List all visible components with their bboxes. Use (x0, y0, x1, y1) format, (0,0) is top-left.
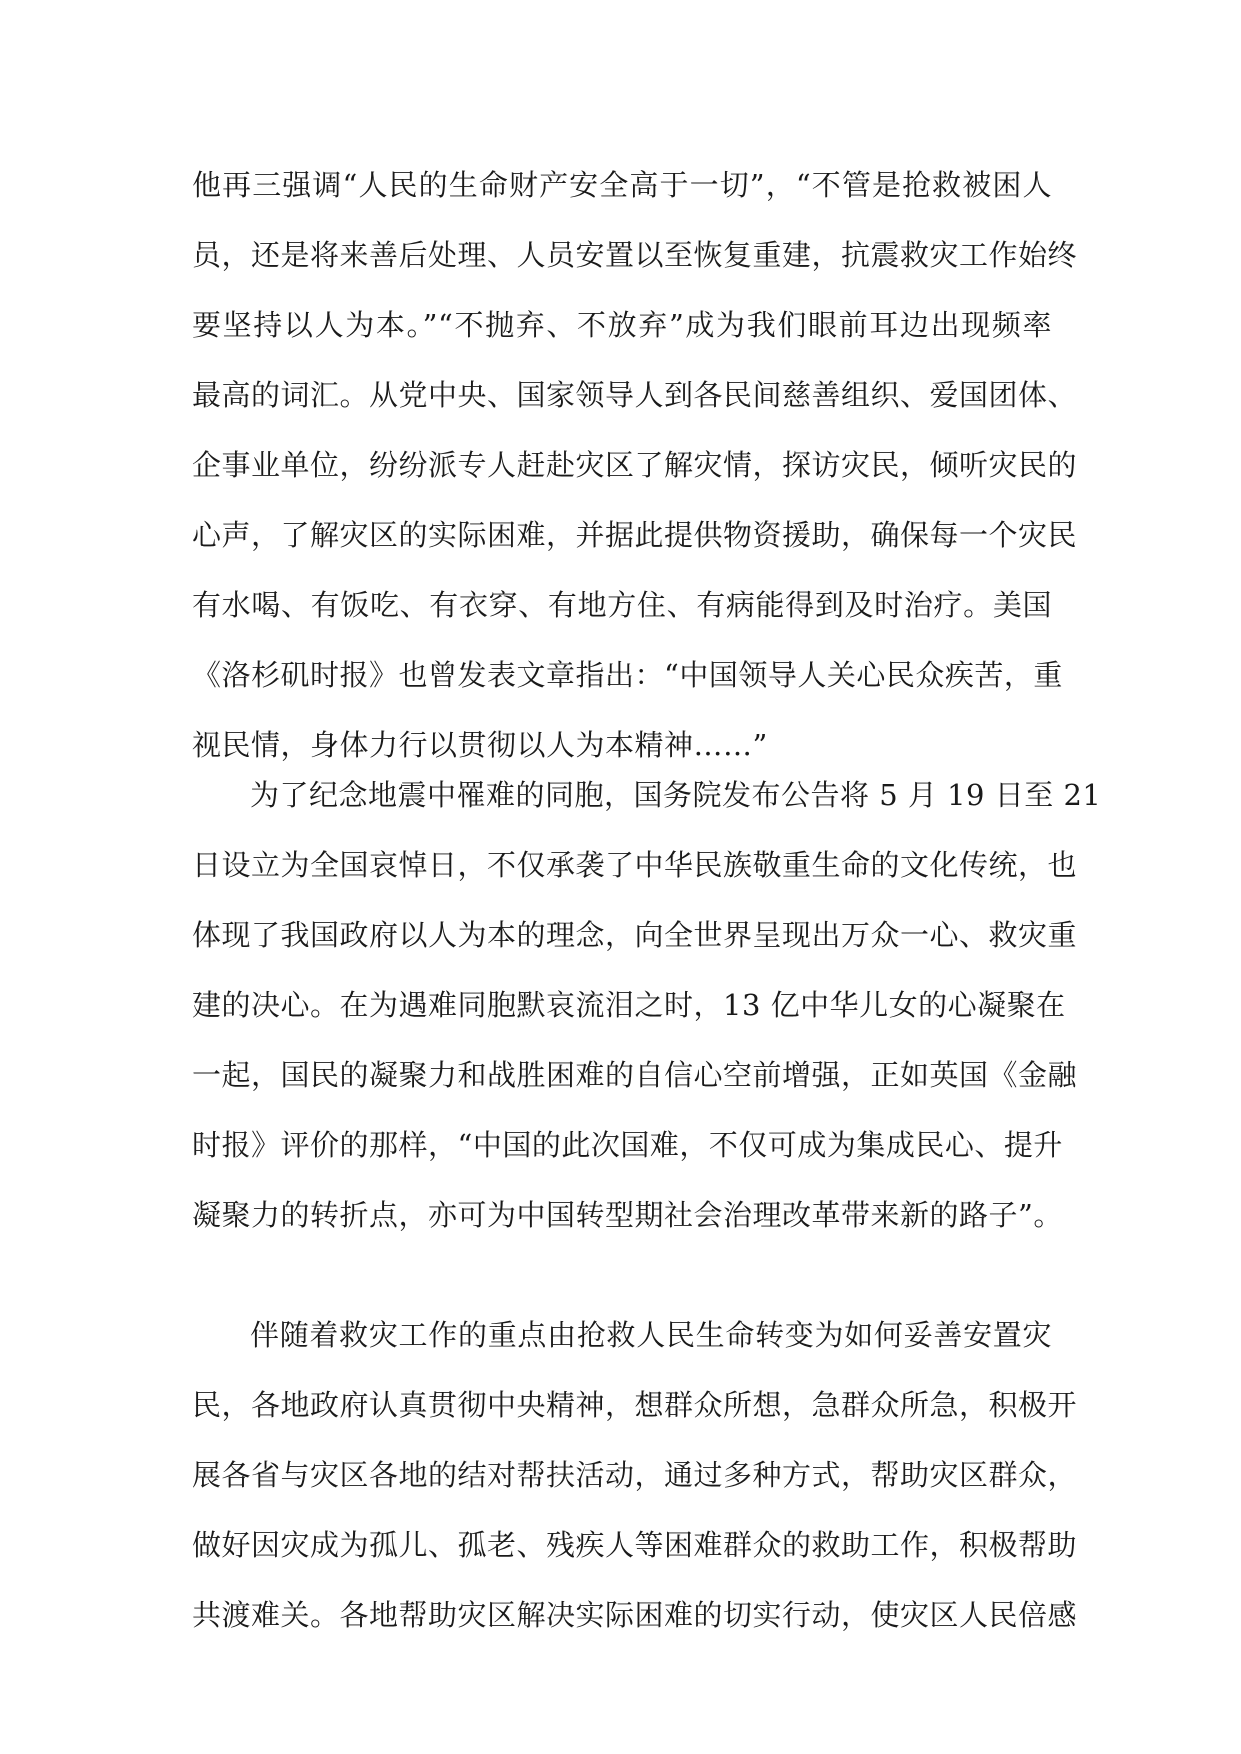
text-line: 时报》评价的那样，“中国的此次国难，不仅可成为集成民心、提升 (192, 1128, 1063, 1162)
text-line: 企事业单位，纷纷派专人赶赴灾区了解灾情，探访灾民，倾听灾民的 (192, 448, 1078, 482)
text-line: 体现了我国政府以人为本的理念，向全世界呈现出万众一心、救灾重 (192, 918, 1078, 952)
text-line: 为了纪念地震中罹难的同胞，国务院发布公告将 5 月 19 日至 21 (250, 778, 1102, 812)
text-line: 凝聚力的转折点，亦可为中国转型期社会治理改革带来新的路子”。 (192, 1198, 1063, 1232)
text-line: 有水喝、有饭吃、有衣穿、有地方住、有病能得到及时治疗。美国 (192, 588, 1052, 622)
text-line: 要坚持以人为本。”“不抛弃、不放弃”成为我们眼前耳边出现频率 (192, 308, 1052, 342)
text-line: 他再三强调“人民的生命财产安全高于一切”，“不管是抢救被困人 (192, 168, 1052, 202)
text-line: 日设立为全国哀悼日，不仅承袭了中华民族敬重生命的文化传统，也 (192, 848, 1078, 882)
text-line: 伴随着救灾工作的重点由抢救人民生命转变为如何妥善安置灾 (250, 1318, 1052, 1352)
text-line: 做好因灾成为孤儿、孤老、残疾人等困难群众的救助工作，积极帮助 (192, 1528, 1078, 1562)
paragraph (192, 760, 1102, 1250)
text-line: 一起，国民的凝聚力和战胜困难的自信心空前增强，正如英国《金融 (192, 1058, 1078, 1092)
text-line: 展各省与灾区各地的结对帮扶活动，通过多种方式，帮助灾区群众， (192, 1458, 1078, 1492)
text-line: 员，还是将来善后处理、人员安置以至恢复重建，抗震救灾工作始终 (192, 238, 1078, 272)
paragraph (192, 150, 1078, 780)
text-line: 心声，了解灾区的实际困难，并据此提供物资援助，确保每一个灾民 (192, 518, 1078, 552)
paragraph (192, 1300, 1078, 1650)
text-line: 视民情，身体力行以贯彻以人为本精神……” (192, 728, 768, 762)
text-line: 共渡难关。各地帮助灾区解决实际困难的切实行动，使灾区人民倍感 (192, 1598, 1078, 1632)
text-line: 建的决心。在为遇难同胞默哀流泪之时，13 亿中华儿女的心凝聚在 (192, 988, 1066, 1022)
text-line: 最高的词汇。从党中央、国家领导人到各民间慈善组织、爱国团体、 (192, 378, 1078, 412)
text-line: 《洛杉矶时报》也曾发表文章指出：“中国领导人关心民众疾苦，重 (192, 658, 1063, 692)
text-line: 民，各地政府认真贯彻中央精神，想群众所想，急群众所急，积极开 (192, 1388, 1078, 1422)
